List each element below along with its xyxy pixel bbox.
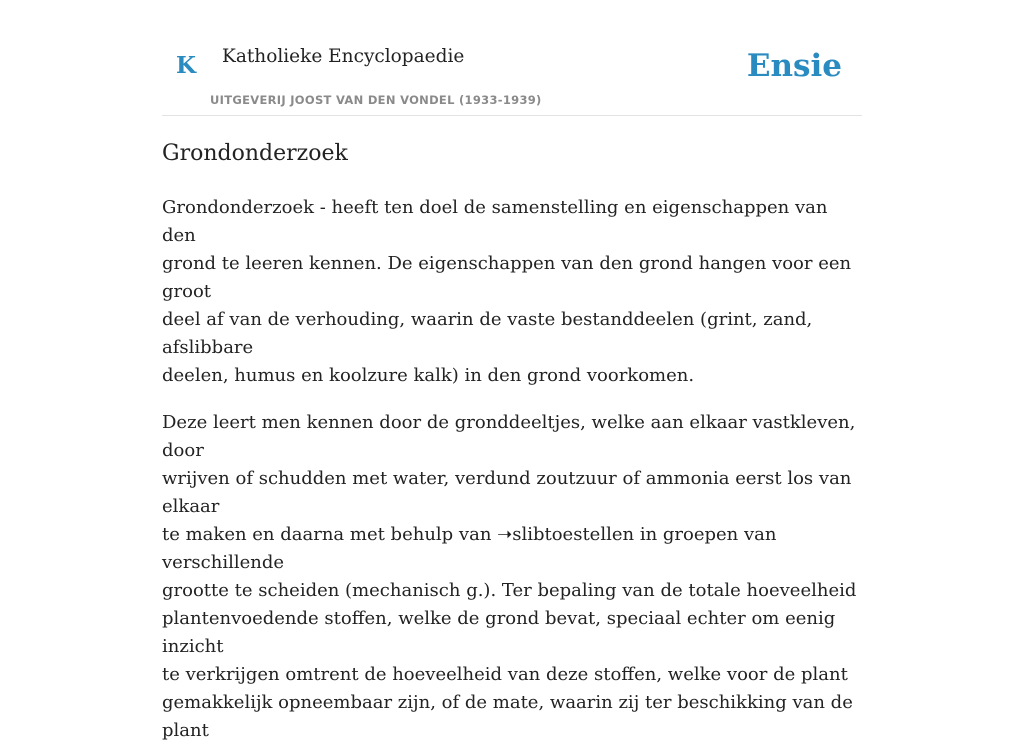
article-paragraph-1 [162, 194, 862, 390]
paragraph-line: deelen, humus en koolzure kalk) in den grond voorkomen. [162, 365, 695, 386]
paragraph-line: grootte te scheiden (mechanisch g.). Ter bepaling van de totale hoeveelheid [162, 580, 857, 601]
article-content [162, 138, 862, 745]
publication-logo[interactable]: K [176, 52, 196, 79]
paragraph-line: plantenvoedende stoffen, welke de grond bevat, speciaal echter om eenig inzicht [162, 608, 836, 657]
paragraph-line: Grondonderzoek - heeft ten doel de samenstelling en eigenschappen van den [162, 197, 828, 246]
article-paragraph-2 [162, 409, 862, 745]
paragraph-line: te maken en daarna met behulp van ➝slibtoestellen in groepen van verschillende [162, 524, 777, 573]
article-title: Grondonderzoek [162, 141, 348, 166]
publication-title[interactable]: Katholieke Encyclopaedie [222, 46, 465, 67]
paragraph-line: te verkrijgen omtrent de hoeveelheid van deze stoffen, welke voor de plant [162, 664, 848, 685]
publisher-subtitle: UITGEVERIJ JOOST VAN DEN VONDEL (1933-1939) [210, 93, 542, 107]
paragraph-line: grond te leeren kennen. De eigenschappen van den grond hangen voor een groot [162, 253, 852, 302]
paragraph-line: Deze leert men kennen door de gronddeeltjes, welke aan elkaar vastkleven, door [162, 412, 856, 461]
brand-logo[interactable]: Ensie [746, 48, 842, 84]
paragraph-line: deel af van de verhouding, waarin de vaste bestanddeelen (grint, zand, afslibbare [162, 309, 813, 358]
site-header [162, 0, 862, 116]
paragraph-line: wrijven of schudden met water, verdund zoutzuur of ammonia eerst los van elkaar [162, 468, 852, 517]
paragraph-line: gemakkelijk opneembaar zijn, of de mate, waarin zij ter beschikking van de plant [162, 692, 853, 741]
